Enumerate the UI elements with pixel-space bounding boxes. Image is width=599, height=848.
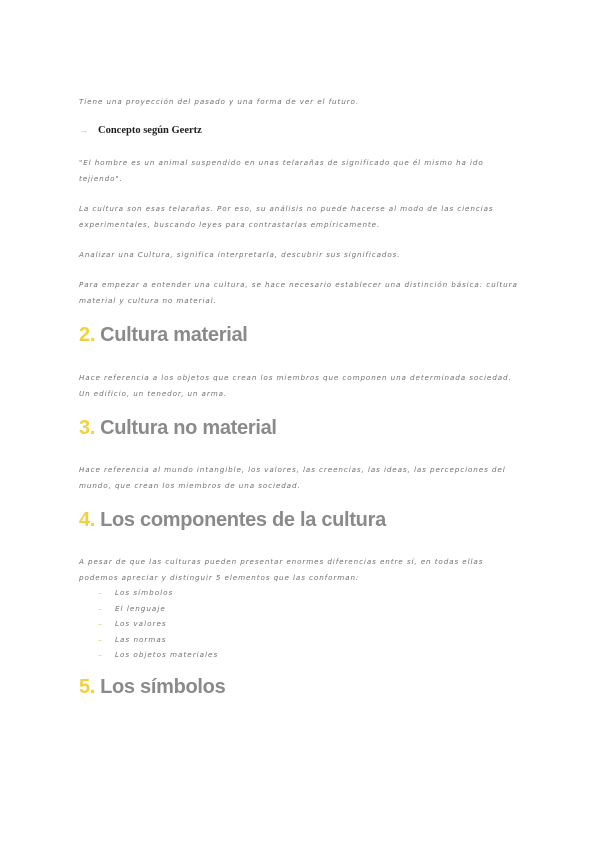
heading-number: 2. [79,324,96,346]
heading-number: 3. [79,417,96,439]
list-item-text: Los símbolos [115,588,174,597]
bullet-dash: – [98,634,103,644]
list-item [98,601,218,617]
heading-title: Los símbolos [100,676,226,698]
paragraph-no-material: Hace referencia al mundo intangible, los valores, las creencias, las ideas, las percepciones del mundo, que crean los miembros de una sociedad. [79,465,506,490]
geertz-quote: "El hombre es un animal suspendido en unas telarañas de significado que él mismo ha ido tejiendo". [79,158,484,183]
heading-title: Cultura no material [100,417,277,439]
heading-cultura-no-material [79,417,277,440]
paragraph-distincion: Para empezar a entender una cultura, se hace necesario establecer una distinción básica: cultura material y cultura no material. [79,280,518,305]
bullet-dash: – [98,650,103,659]
subheading-text: Concepto según Geertz [98,125,202,136]
paragraph-analizar: Analizar una Cultura, significa interpretarla, descubrir sus significados. [79,250,401,259]
bullet-dash: – [98,619,103,628]
subheading-geertz [79,125,202,136]
list-item [98,585,218,601]
list-item-text: Los valores [115,619,167,628]
components-list [98,585,218,663]
heading-simbolos [79,676,225,699]
heading-number: 4. [79,509,96,531]
list-item [98,616,218,632]
bullet-dash: – [98,603,103,613]
heading-componentes [79,509,386,532]
paragraph-material: Hace referencia a los objetos que crean los miembros que componen una determinada sociedad. Un edificio, un tenedor, un arma. [79,373,512,398]
list-item [98,632,218,648]
bullet-dash: – [98,588,103,597]
arrow-icon: → [79,125,88,135]
intro-paragraph: Tiene una proyección del pasado y una forma de ver el futuro. [79,97,360,106]
heading-cultura-material [79,324,248,347]
heading-title: Cultura material [100,324,248,346]
paragraph-telaranas: La cultura son esas telarañas. Por eso, su análisis no puede hacerse al modo de las ciencias experimentales, buscando leyes para contrastarlas empíricamente. [79,204,494,229]
list-item-text: Los objetos materiales [115,650,219,659]
list-item-text: El lenguaje [115,603,166,613]
heading-title: Los componentes de la cultura [100,509,386,531]
heading-number: 5. [79,676,96,698]
list-item [98,647,218,663]
list-item-text: Las normas [115,634,167,644]
paragraph-componentes: A pesar de que las culturas pueden presentar enormes diferencias entre sí, en todas ellas podemos apreciar y distinguir 5 elementos que las conforman: [79,557,484,582]
